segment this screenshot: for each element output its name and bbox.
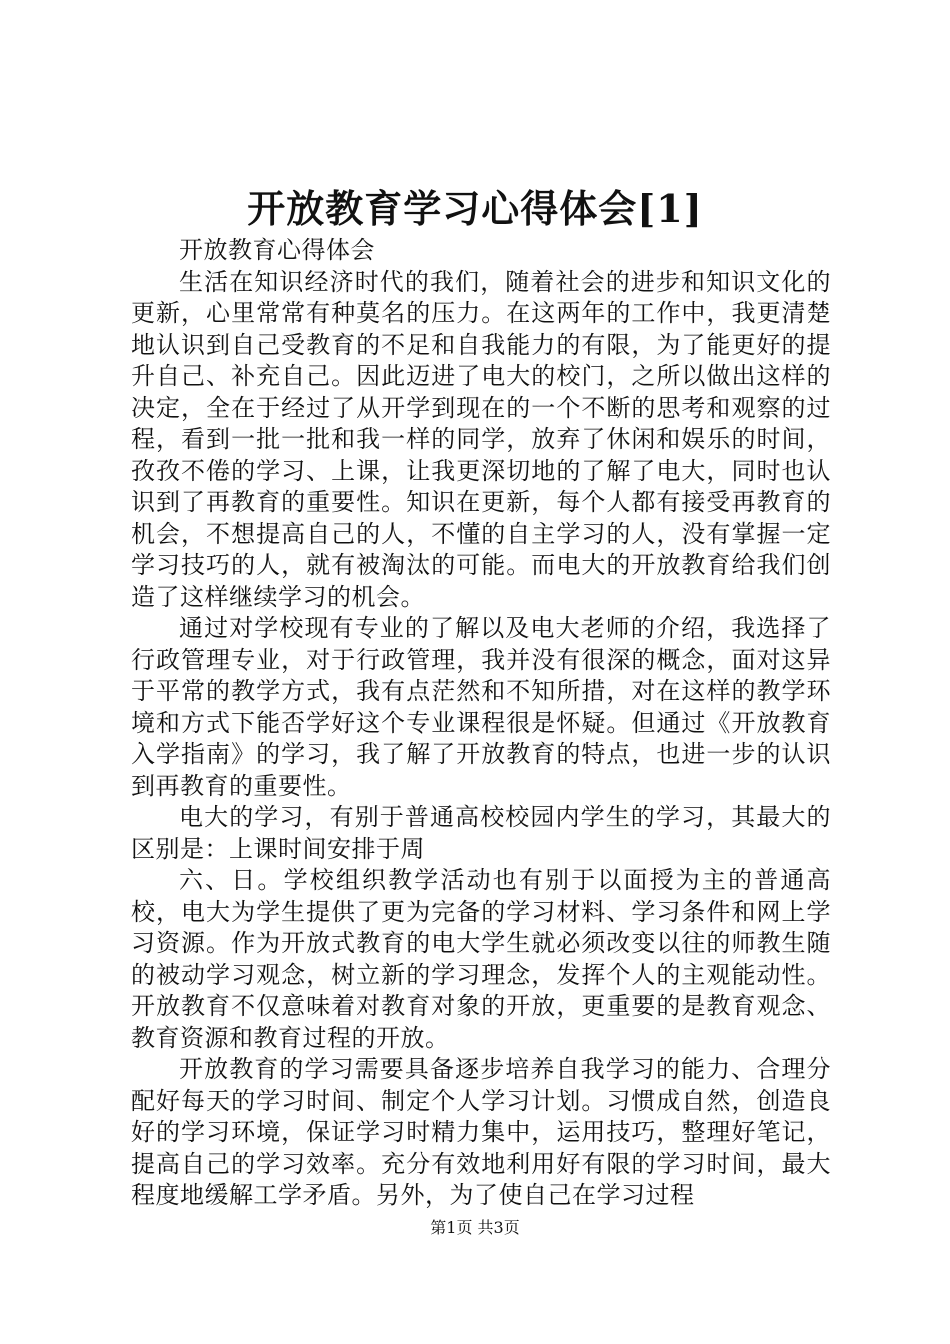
page-number-footer: 第1页 共3页: [430, 1218, 520, 1237]
paragraph: 电大的学习，有别于普通高校校园内学生的学习，其最大的区别是：上课时间安排于周: [131, 803, 831, 863]
paragraph: 生活在知识经济时代的我们，随着社会的进步和知识文化的更新，心里常常有种莫名的压力。在这两年的工作中，我更清楚地认识到自己受教育的不足和自我能力的有限，为了能更好的提升自己、补充自己。因此迈进了电大的校门，之所以做出这样的决定，全在于经过了从开学到现在的一个不断的思考和观察的过程，看到一批一批和我一样的同学，放弃了休闲和娱乐的时间，孜孜不倦的学习、上课，让我更深切地的了解了电大，同时也认识到了再教育的重要性。知识在更新，每个人都有接受再教育的机会，不想提高自己的人，不懂的自主学习的人，没有掌握一定学习技巧的人，就有被淘汰的可能。而电大的开放教育给我们创造了这样继续学习的机会。: [131, 267, 831, 611]
document-title: 开放教育学习心得体会[1]: [247, 186, 703, 231]
paragraph: 通过对学校现有专业的了解以及电大老师的介绍，我选择了行政管理专业，对于行政管理，我并没有很深的概念，面对这异于平常的教学方式，我有点茫然和不知所措，对在这样的教学环境和方式下能否学好这个专业课程很是怀疑。但通过《开放教育入学指南》的学习，我了解了开放教育的特点，也进一步的认识到再教育的重要性。: [131, 614, 831, 800]
document-body: [131, 235, 831, 1212]
paragraph-subtitle: 开放教育心得体会: [179, 236, 375, 264]
paragraph: 开放教育的学习需要具备逐步培养自我学习的能力、合理分配好每天的学习时间、制定个人学习计划。习惯成自然，创造良好的学习环境，保证学习时精力集中，运用技巧，整理好笔记，提高自己的学习效率。充分有效地利用好有限的学习时间，最大程度地缓解工学矛盾。另外，为了使自己在学习过程: [131, 1055, 831, 1209]
paragraph: 六、日。学校组织教学活动也有别于以面授为主的普通高校，电大为学生提供了更为完备的学习材料、学习条件和网上学习资源。作为开放式教育的电大学生就必须改变以往的师教生随的被动学习观念，树立新的学习理念，发挥个人的主观能动性。开放教育不仅意味着对教育对象的开放，更重要的是教育观念、教育资源和教育过程的开放。: [131, 866, 831, 1052]
